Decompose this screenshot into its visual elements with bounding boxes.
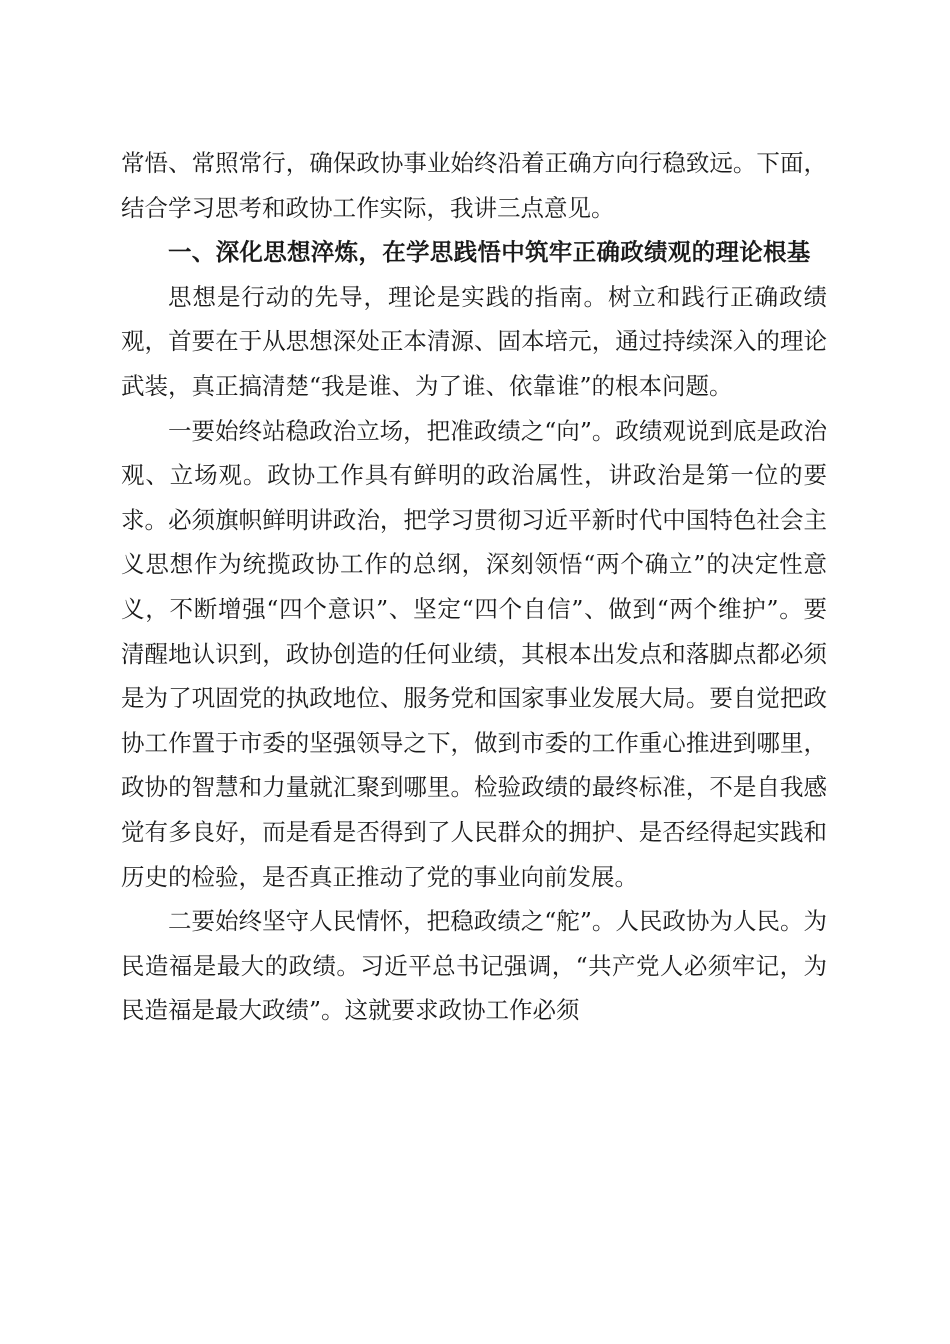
document-body xyxy=(121,141,827,1033)
body-paragraph: 二要始终坚守人民情怀，把稳政绩之“舵”。人民政协为人民。为民造福是最大的政绩。习近平总书记强调，“共产党人必须牢记，为民造福是最大政绩”。这就要求政协工作必须 xyxy=(121,907,827,1025)
section-heading: 一、深化思想淬炼，在学思践悟中筑牢正确政绩观的理论根基 xyxy=(168,238,811,267)
body-paragraph: 一要始终站稳政治立场，把准政绩之“向”。政绩观说到底是政治观、立场观。政协工作具有鲜明的政治属性，讲政治是第一位的要求。必须旗帜鲜明讲政治，把学习贯彻习近平新时代中国特色社会主义思想作为统揽政协工作的总纲，深刻领悟“两个确立”的决定性意义，不断增强“四个意识”、坚定“四个自信”、做到“两个维护”。要清醒地认识到，政协创造的任何业绩，其根本出发点和落脚点都必须是为了巩固党的执政地位、服务党和国家事业发展大局。要自觉把政协工作置于市委的坚强领导之下，做到市委的工作重心推进到哪里，政协的智慧和力量就汇聚到哪里。检验政绩的最终标准，不是自我感觉有多良好，而是看是否得到了人民群众的拥护、是否经得起实践和历史的检验，是否真正推动了党的事业向前发展。 xyxy=(121,416,827,891)
body-paragraph: 思想是行动的先导，理论是实践的指南。树立和践行正确政绩观，首要在于从思想深处正本清源、固本培元，通过持续深入的理论武装，真正搞清楚“我是谁、为了谁、依靠谁”的根本问题。 xyxy=(121,282,827,400)
continuation-paragraph: 常悟、常照常行，确保政协事业始终沿着正确方向行稳致远。下面，结合学习思考和政协工作实际，我讲三点意见。 xyxy=(121,149,827,222)
